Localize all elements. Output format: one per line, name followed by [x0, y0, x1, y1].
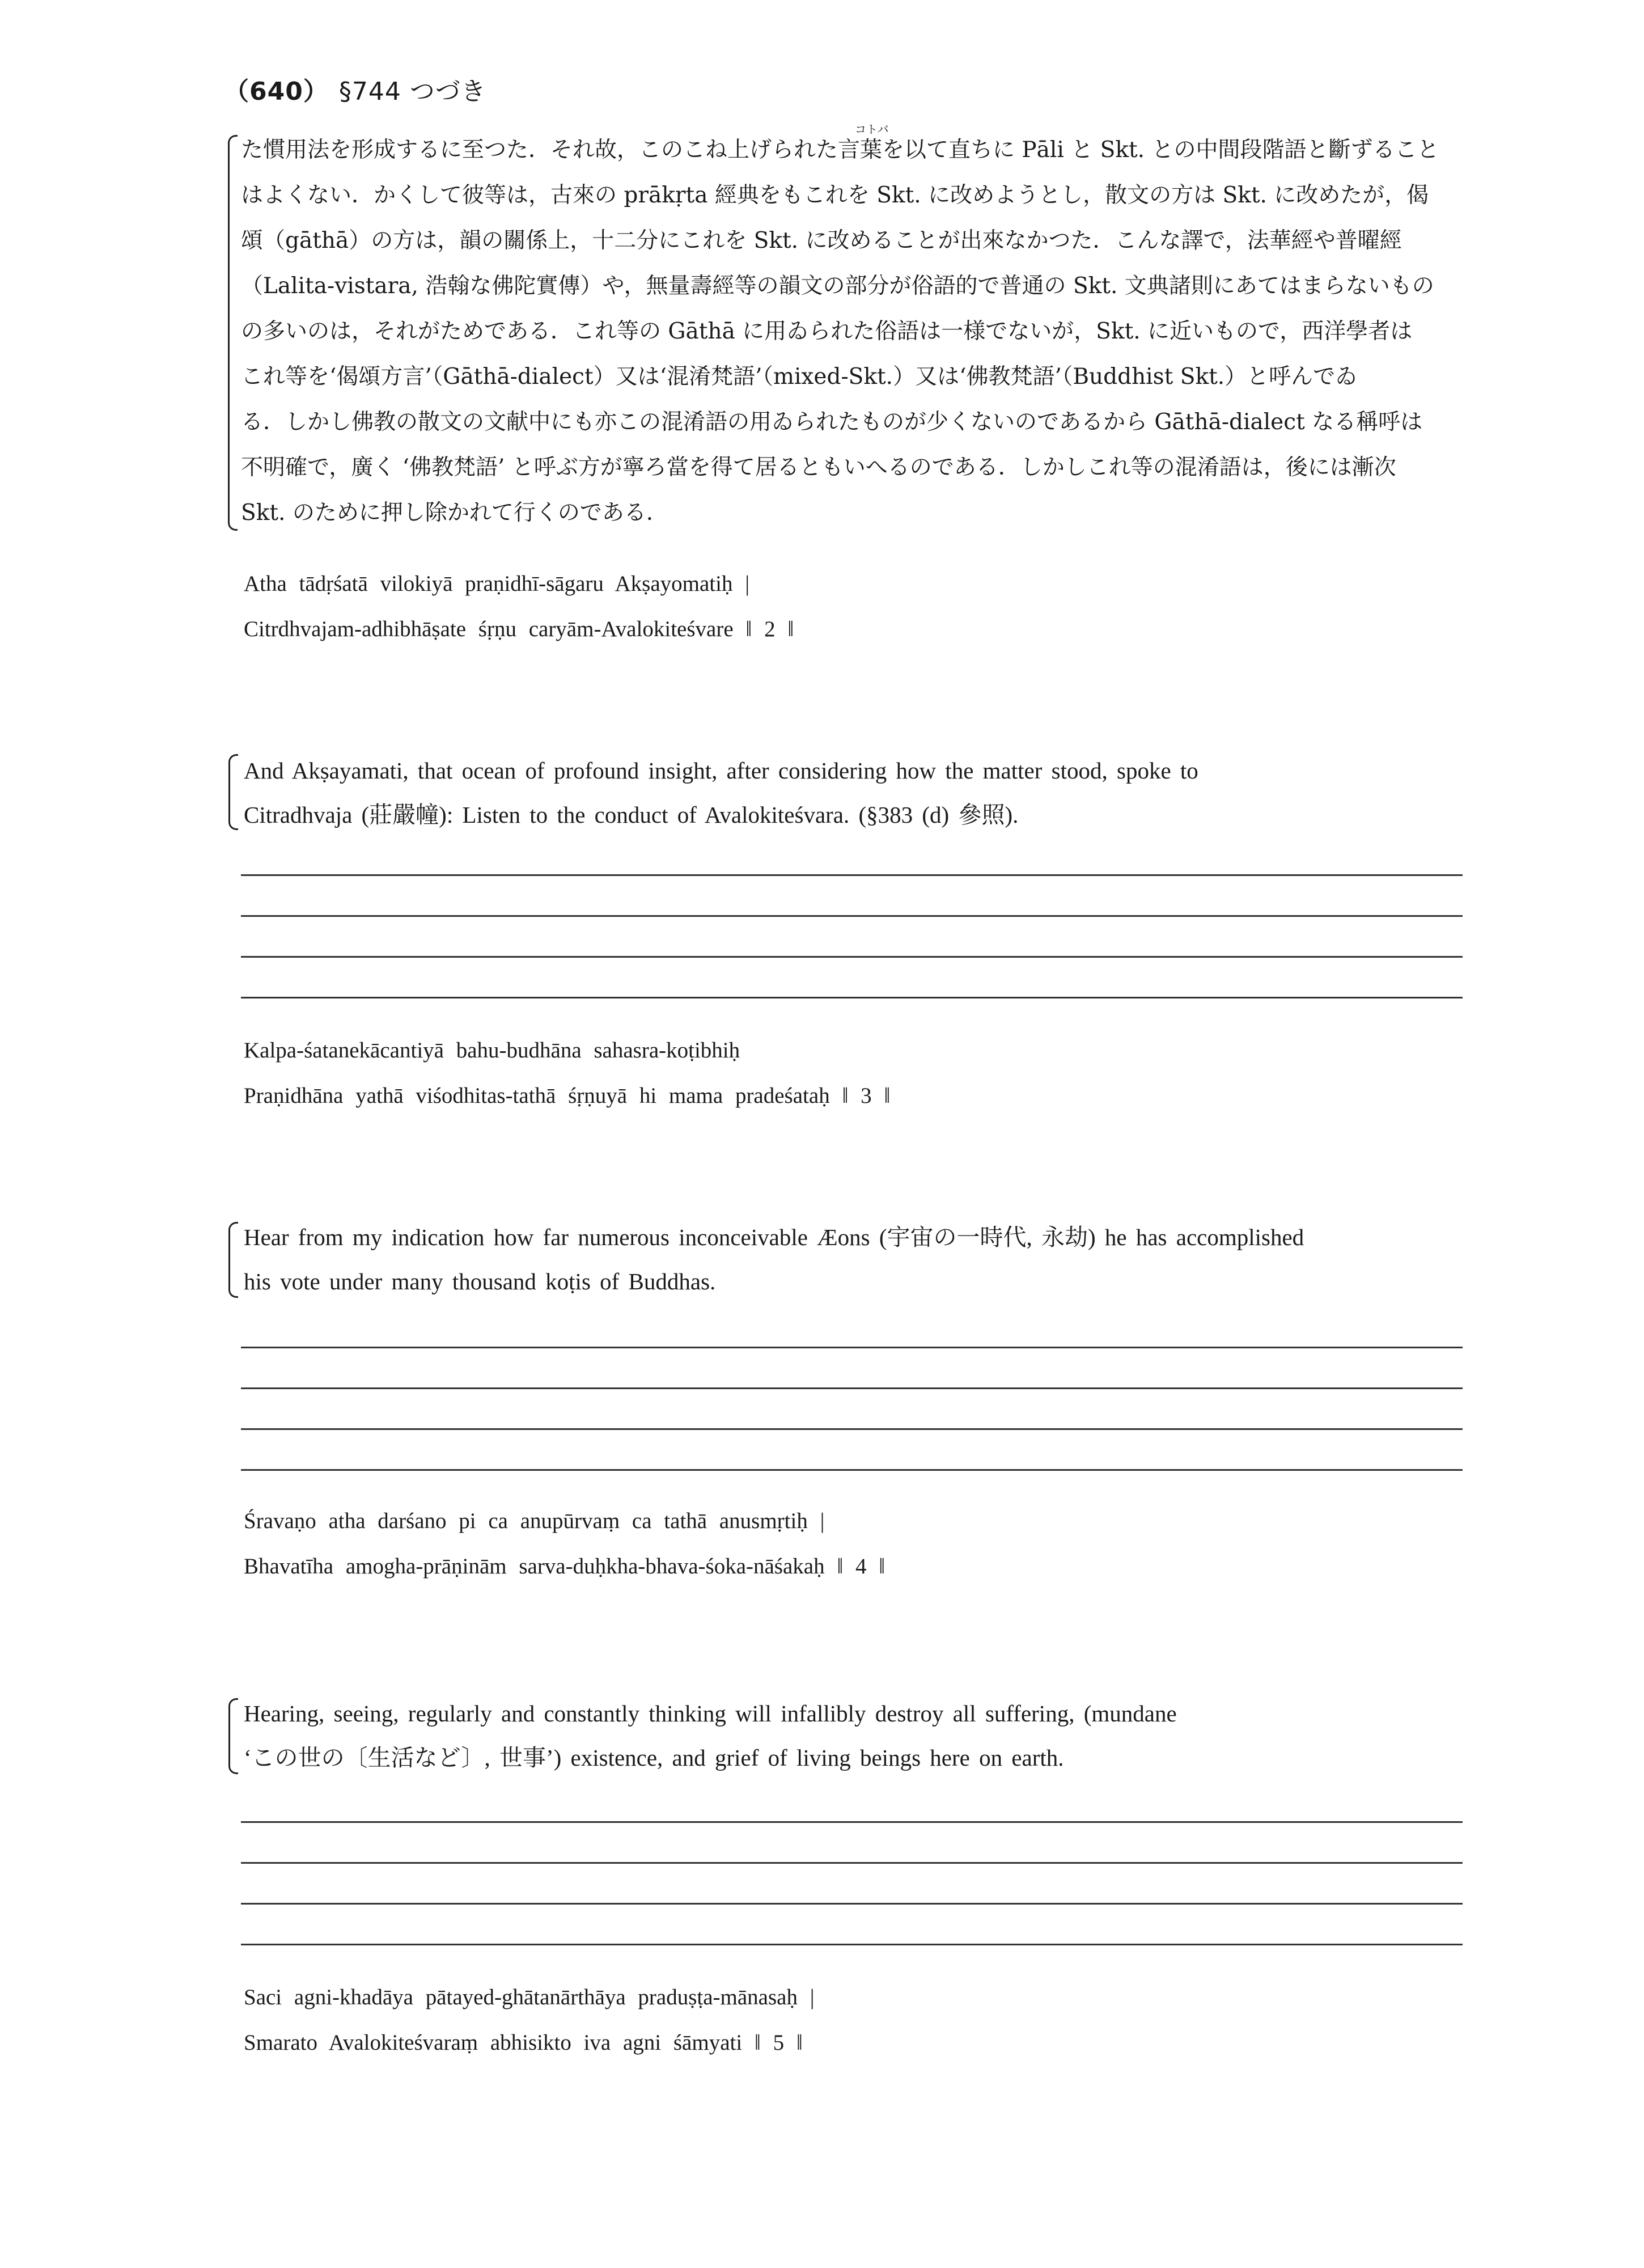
ruby-annotation: コトバ: [855, 122, 889, 136]
blank-line: [241, 915, 1463, 917]
intro-line: 不明確で，廣く ‘佛教梵語’ と呼ぶ方が寧ろ當を得て居るともいへるのである．しかしこれ等の混淆語は，後には漸次: [241, 455, 1396, 480]
blank-line: [241, 956, 1463, 958]
verse-line: Smarato Avalokiteśvaraṃ abhisikto iva agni śāmyati ‖ 5 ‖: [244, 2030, 803, 2055]
translation-bracket: [228, 1222, 238, 1298]
verse-line: Bhavatīha amogha-prāṇinām sarva-duḥkha-bhava-śoka-nāśakaḥ ‖ 4 ‖: [244, 1554, 885, 1579]
translation-line: Citradhvaja (莊嚴幢): Listen to the conduct of Avalokiteśvara. (§383 (d) 參照).: [244, 802, 1019, 828]
verse-2: [244, 561, 794, 652]
intro-line: た慣用法を形成するに至つた．それ故，このこね上げられた言葉を以て直ちに Pāli と Skt. との中間段階語と斷ずること: [241, 137, 1439, 163]
verse-3: [244, 1028, 890, 1119]
intro-line: 頌（gāthā）の方は，韻の關係上，十二分にこれを Skt. に改めることが出來なかつた．こんな譯で，法華經や普曜經: [241, 228, 1402, 253]
translation-bracket: [228, 1698, 238, 1774]
blank-line: [241, 1821, 1463, 1823]
intro-line: る．しかし佛教の散文の文献中にも亦この混淆語の用ゐられたものが少くないのであるから Gāthā-dialect なる稱呼は: [241, 409, 1423, 435]
blank-line: [241, 1903, 1463, 1905]
section-marker: §744 つづき: [338, 77, 486, 106]
page-number: （640）: [224, 77, 329, 106]
translation-line: Hear from my indication how far numerous inconceivable Æons (宇宙の一時代, 永劫) he has accomplished: [244, 1224, 1304, 1250]
intro-line: の多いのは，それがためである．これ等の Gāthā に用ゐられた俗語は一様でないが，Skt. に近いもので，西洋學者は: [241, 319, 1413, 344]
translation-4: [244, 1691, 1463, 1780]
blank-line: [241, 1347, 1463, 1348]
blank-line: [241, 997, 1463, 998]
translation-3: [244, 1215, 1463, 1304]
translation-line: ‘この世の〔生活など〕, 世事’) existence, and grief of living beings here on earth.: [244, 1745, 1064, 1771]
verse-line: Kalpa-śatanekācantiyā bahu-budhāna sahasra-koṭibhiḥ: [244, 1038, 740, 1063]
verse-line: Atha tādṛśatā vilokiyā praṇidhī-sāgaru Akṣayomatiḥ |: [244, 572, 750, 596]
verse-4: [244, 1499, 885, 1589]
intro-bracket: [228, 135, 238, 531]
intro-line: これ等を‘偈頌方言’（Gāthā-dialect）又は‘混淆梵語’（mixed-Skt.）又は‘佛教梵語’（Buddhist Skt.）と呼んでゐ: [241, 364, 1358, 390]
intro-line: （Lalita-vistara, 浩翰な佛陀實傳）や，無量壽經等の韻文の部分が俗語的で普通の Skt. 文典諸則にあてはまらないもの: [241, 273, 1434, 299]
translation-line: Hearing, seeing, regularly and constantly thinking will infallibly destroy all suffering, (mundane: [244, 1700, 1177, 1727]
translation-line: And Akṣayamati, that ocean of profound insight, after considering how the matter stood, spoke to: [244, 758, 1198, 784]
intro-line: Skt. のために押し除かれて行くのである．: [241, 500, 668, 526]
blank-line: [241, 1944, 1463, 1945]
translation-bracket: [228, 754, 238, 830]
blank-line: [241, 1862, 1463, 1864]
translation-2: [244, 748, 1463, 837]
blank-line: [241, 874, 1463, 876]
page-header: [224, 71, 486, 107]
verse-line: Citrdhvajam-adhibhāṣate śṛṇu caryām-Avalokiteśvare ‖ 2 ‖: [244, 617, 794, 641]
verse-line: Praṇidhāna yathā viśodhitas-tathā śṛṇuyā hi mama pradeśataḥ ‖ 3 ‖: [244, 1084, 891, 1108]
intro-line: はよくない．かくして彼等は，古來の prākṛta 經典をもこれを Skt. に改めようとし，散文の方は Skt. に改めたが，偈: [241, 183, 1429, 208]
translation-line: his vote under many thousand koṭis of Buddhas.: [244, 1268, 716, 1294]
verse-line: Saci agni-khadāya pātayed-ghātanārthāya praduṣṭa-mānasaḥ |: [244, 1985, 815, 2009]
blank-line: [241, 1387, 1463, 1389]
intro-paragraph: [241, 128, 1465, 536]
blank-line: [241, 1428, 1463, 1430]
verse-5: [244, 1975, 815, 2066]
blank-line: [241, 1469, 1463, 1471]
verse-line: Śravaṇo atha darśano pi ca anupūrvaṃ ca tathā anusmṛtiḥ |: [244, 1509, 825, 1533]
